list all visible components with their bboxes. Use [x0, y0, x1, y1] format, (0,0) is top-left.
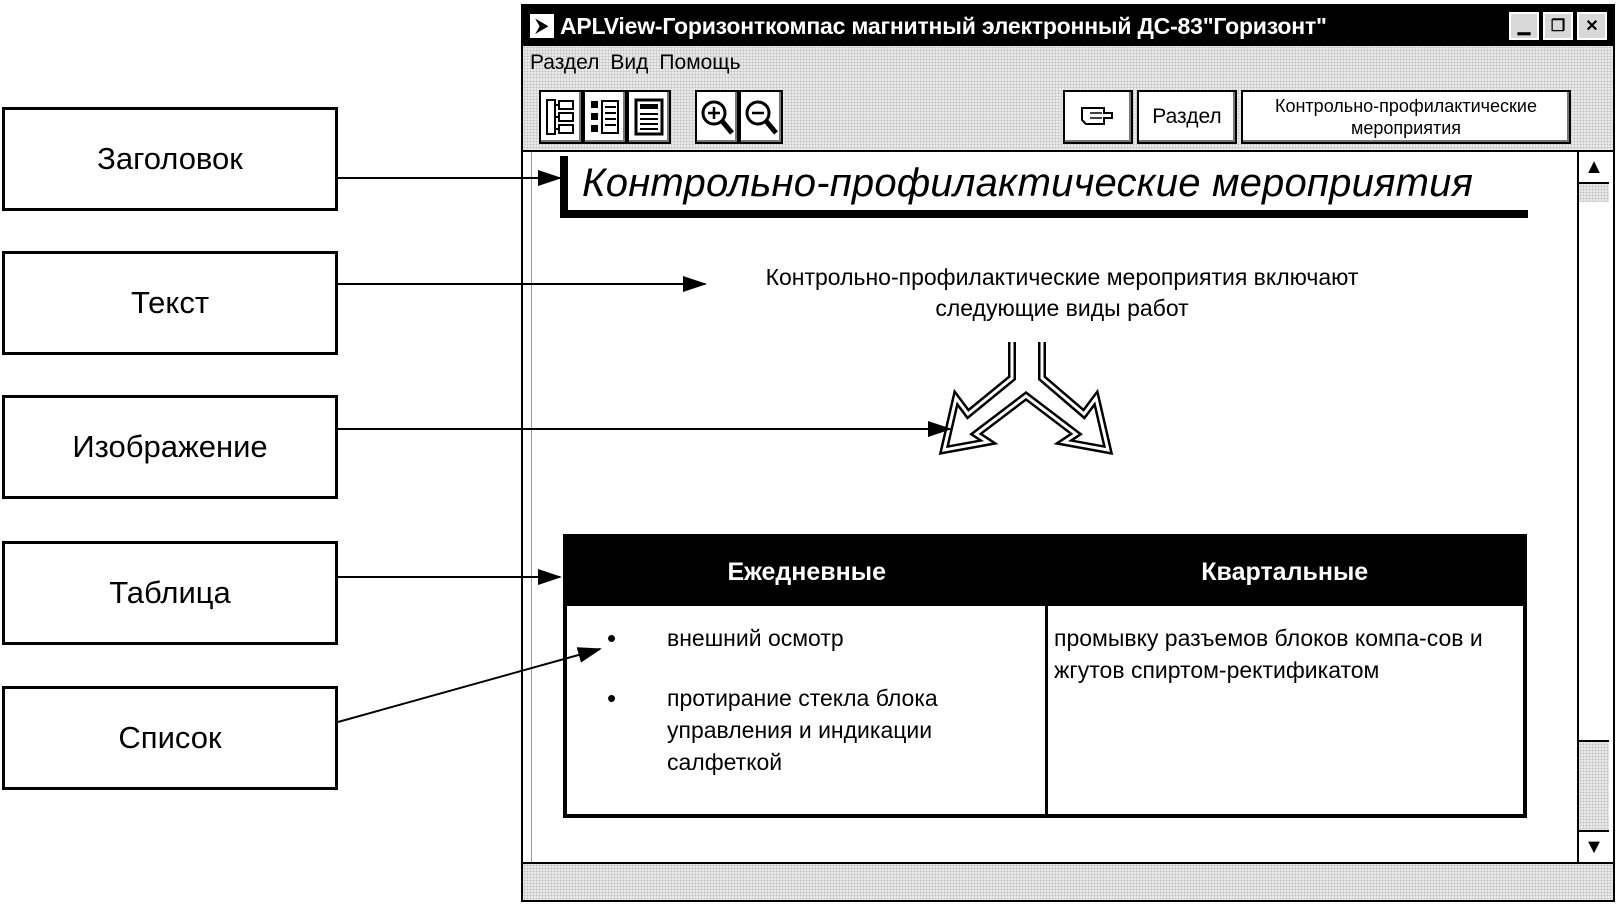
current-section-button[interactable]	[1241, 90, 1571, 144]
table-header-row	[565, 536, 1525, 606]
column-header-quarterly: Квартальные	[1047, 536, 1526, 606]
current-section-line2: мероприятия	[1350, 118, 1461, 138]
daily-cell	[565, 606, 1047, 816]
window-app-icon[interactable]: ⮞	[530, 14, 554, 38]
bullet-icon: •	[607, 623, 617, 653]
callout-table	[2, 541, 338, 645]
tree-view-icon	[544, 97, 578, 137]
app-window	[521, 4, 1615, 902]
menu-bar	[523, 46, 1613, 80]
zoom-out-icon	[743, 97, 779, 137]
split-double-arrow-icon	[932, 342, 1122, 492]
column-header-daily: Ежедневные	[565, 536, 1047, 606]
document-view[interactable]	[531, 152, 1578, 862]
callout-image	[2, 395, 338, 499]
menu-item-help[interactable]: Помощь	[659, 51, 741, 74]
close-icon[interactable]: ✕	[1577, 12, 1607, 40]
minimize-icon[interactable]: ▁	[1509, 12, 1539, 40]
callout-image-label: Изображение	[72, 429, 268, 464]
callout-text-label: Текст	[130, 285, 210, 320]
zoom-out-button[interactable]	[739, 90, 783, 144]
status-bar	[523, 862, 1613, 900]
intro-line2: следующие виды работ	[935, 295, 1189, 321]
window-title: APLView-Горизонткомпас магнитный электронный ДС-83"Горизонт"	[560, 12, 1327, 39]
title-bar[interactable]	[523, 6, 1613, 46]
quarterly-cell	[1047, 606, 1526, 816]
maximize-icon[interactable]: ❐	[1543, 12, 1573, 40]
list-item	[567, 682, 1045, 778]
callout-table-label: Таблица	[109, 575, 231, 610]
page-heading: Контрольно-профилактические мероприятия	[560, 156, 1528, 218]
zoom-in-button[interactable]	[695, 90, 739, 144]
scroll-thumb[interactable]	[1579, 202, 1609, 742]
tree-view-button[interactable]	[539, 90, 583, 144]
page-view-button[interactable]	[627, 90, 671, 144]
list-item-text: внешний осмотр	[667, 625, 844, 651]
list-view-button[interactable]	[583, 90, 627, 144]
section-button[interactable]	[1137, 90, 1237, 144]
callout-list-label: Список	[118, 720, 222, 755]
current-section-line1: Контрольно-профилактические	[1275, 96, 1537, 116]
table-row	[565, 606, 1525, 816]
menu-item-view[interactable]: Вид	[610, 51, 649, 74]
scroll-down-icon[interactable]: ▼	[1579, 830, 1609, 862]
zoom-in-icon	[699, 97, 735, 137]
current-section-label	[1275, 95, 1537, 139]
hand-pointer-icon	[1078, 102, 1118, 132]
window-controls	[1509, 12, 1607, 40]
page-view-icon	[632, 97, 666, 137]
intro-line1: Контрольно-профилактические мероприятия включают	[765, 264, 1359, 290]
scroll-up-icon[interactable]: ▲	[1579, 152, 1609, 184]
bullet-icon: •	[607, 683, 617, 713]
callout-text	[2, 251, 338, 355]
toolbar	[523, 80, 1613, 152]
callout-heading	[2, 107, 338, 211]
list-item-text: протирание стекла блока управления и индикации салфеткой	[667, 685, 938, 775]
vertical-scrollbar[interactable]	[1577, 152, 1609, 862]
menu-item-section[interactable]: Раздел	[530, 51, 600, 74]
daily-list	[567, 622, 1045, 778]
list-item	[567, 622, 1045, 654]
section-button-label: Раздел	[1152, 105, 1222, 128]
maintenance-table	[563, 534, 1527, 818]
list-view-icon	[588, 97, 622, 137]
intro-text	[702, 262, 1422, 324]
pointer-button[interactable]	[1063, 90, 1133, 144]
callout-list	[2, 686, 338, 790]
callout-heading-label: Заголовок	[97, 141, 243, 176]
quarterly-text: промывку разъемов блоков компа-сов и жгутов спиртом-ректификатом	[1054, 625, 1483, 683]
